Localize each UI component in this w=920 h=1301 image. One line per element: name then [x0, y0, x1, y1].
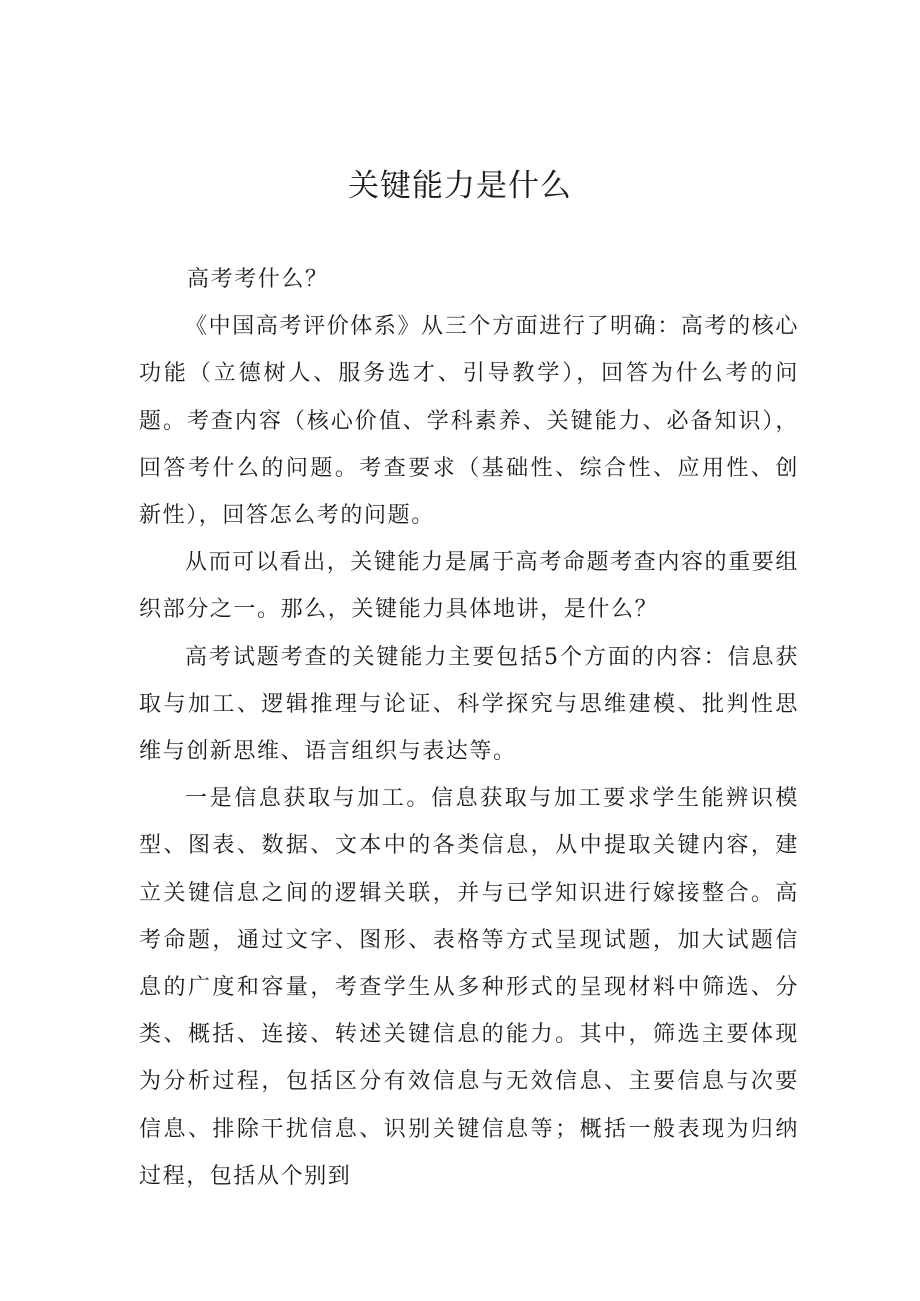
document-title: 关键能力是什么: [348, 168, 572, 204]
paragraph-five-abilities: 高考试题考查的关键能力主要包括5个方面的内容：信息获取与加工、逻辑推理与论证、科学探究与思维建模、批判性思维与创新思维、语言组织与表达等。: [139, 644, 799, 765]
paragraph-information-processing: 一是信息获取与加工。信息获取与加工要求学生能辨识模型、图表、数据、文本中的各类信息，从中提取关键内容，建立关键信息之间的逻辑关联，并与已学知识进行嫁接整合。高考命题，通过文字、图形、表格等方式呈现试题，加大试题信息的广度和容量，考查学生从多种形式的呈现材料中筛选、分类、概括、连接、转述关键信息的能力。其中，筛选主要体现为分析过程，包括区分有效信息与无效信息、主要信息与次要信息、排除干扰信息、识别关键信息等；概括一般表现为归纳过程，包括从个别到: [139, 786, 799, 1189]
paragraph-conclusion: 从而可以看出，关键能力是属于高考命题考查内容的重要组织部分之一。那么，关键能力具体地讲，是什么？: [139, 550, 799, 623]
document-body: [139, 256, 799, 1200]
paragraph-evaluation-system: 《中国高考评价体系》从三个方面进行了明确：高考的核心功能（立德树人、服务选才、引导教学），回答为什么考的问题。考查内容（核心价值、学科素养、关键能力、必备知识），回答考什么的问题。考查要求（基础性、综合性、应用性、创新性），回答怎么考的问题。: [139, 314, 799, 529]
paragraph-question: 高考考什么？: [187, 267, 329, 292]
